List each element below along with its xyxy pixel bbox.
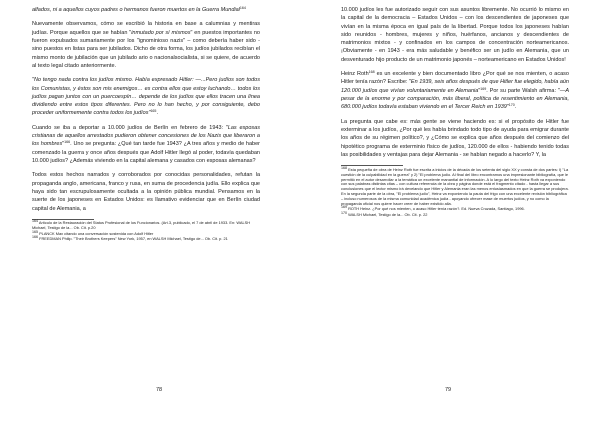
text-run: WALSH Michael, Testigo de la... Ob. Cit. p. 22	[347, 211, 428, 217]
paragraph	[32, 76, 260, 117]
paragraph	[341, 118, 569, 159]
text-run: 10.000 judíos les fue autorizado seguir con sus asuntos libremente. No ocurrió lo mismo en la capital de la democracia – Estados Unidos – con los descendientes de japoneses que vivían en la misma época en igual país de la libertad. Porque todos los japoneses habían sido reunidos - hombres, mujeres y niños, huérfanos, ancianos y descendientes de matrimonios mixtos - y confinados en los campos de concentración norteamericanos. ¡Obviamente - en 1943 - era más saludable y benéfico ser un judío en Alemania, que un desventurado hijo producto de un matrimonio japonés – norteamericano en Estados Unidos!	[341, 7, 569, 63]
paragraph	[341, 6, 569, 64]
text-run: .	[156, 110, 158, 117]
footnote-ref: 169	[480, 86, 487, 91]
right-page	[300, 0, 600, 424]
text-run: Todos estos hechos narrados y corroborados por conocidas personalidades, refutan la propaganda anglo, americana, franco y rusa, en suma de procedencia judía. Ello explica que haya sido tan escrupulosamente ocultada a la opinión pública mundial. Pensamos en la suerte de los japoneses en Estados Unidos: es llamativo evidenciar que en Berlín ciudad capital de Alemania, a	[32, 172, 260, 212]
body-text	[32, 6, 260, 213]
footnote-ref: 170	[508, 103, 515, 108]
paragraph	[32, 6, 260, 14]
footnote-ref: 165	[150, 109, 157, 114]
text-run: "	[478, 87, 481, 94]
italic-text: Las esposas cristianas de aquellos arrestados pudieron obtener concesiones de los Nazis que liberaron a los hombres	[32, 124, 260, 148]
page-number: 78	[156, 387, 163, 393]
italic-text: —A pesar de la enorme y por comparación, más liberal, política de resentimiento en Alemania, 680.000 judíos todavía estaban viviendo en el Tercer Reich en 1939	[341, 87, 569, 111]
text-run: Artículo de la Restauración del Status Profesional de los Funcionarios. (Art.3, publicado, el 7 de abril de 1933. En: WALSH Michael, Testigo de la... Ob. Cit. p.20	[32, 220, 251, 231]
text-run: Nuevamente observamos, cómo se escribió la historia en base a calumnias y mentiras judías. Porque aquellos que se habían "	[32, 21, 260, 36]
footnote-ref: 164	[32, 219, 38, 224]
paragraph	[32, 20, 260, 70]
italic-text: alfados, ni a aquellos cuyos padres o hermanos fueron muertos en la Guerra Mundial	[32, 7, 240, 13]
body-text	[341, 6, 569, 159]
paragraph	[32, 124, 260, 165]
footnote-ref: 169	[341, 205, 347, 210]
footnote-ref: 166	[64, 140, 71, 145]
text-run: es un excelente y bien documentado libro ¿Por qué se nos mienten, o acaso Hitler tenía razón? Escribe: "	[341, 71, 569, 86]
text-run: .	[514, 104, 517, 111]
footnote-ref: 168	[341, 165, 347, 170]
text-run: PLANCK Max citando una conversación sostenida con Adolf Hitler	[38, 230, 154, 236]
text-run: "	[506, 104, 509, 111]
text-run: ROTH Heinz. ¿Por qué nos mienten, o acaso Hitler tenía razón?. Ed. Nueva Cruzada, Santiago, 1996.	[347, 206, 525, 212]
footnote	[32, 237, 260, 242]
text-run: La pregunta que cabe es: más gente se viene haciendo es: si el propósito de Hitler fue exterminar a los judíos, ¿Por qué les había brindado todo tipo de ayuda para emigrar durante los años de su régimen político?, y ¿Cómo se explica que años después del comienzo del hipotético programa de exterminio físico de judíos, 120.000 de ellos - habiendo tenido todas las posibilidades y ventajas para dejar Alemania - se habían negado a hacerlo? Y, la	[341, 118, 569, 158]
text-run: "	[62, 141, 65, 148]
text-run: Esta pequeña de obra de Heinz Roth fue escrita a inicios de la década de los setenta del siglo XX y consta de dos partes: I) "La cuestión de la culpabilidad en la guerra" y 2) "El problema judío. Al final del libro encontramos una impresionante bibliografía, que le permitió en el autor desarrollar a la temática un excelente manantial de información. A lo largo del texto Heinz Roth va exponiendo con sus palabras distintas citas – con cultura referencia de la obra y página donde está el fragmento citado - hasta llegar a sus conclusiones que el lector mismo irá develando que Hitler y Alemania eran las menos entusiasmados en que la guerra se produjera. En la segunda parte de la obra, "El problema judío", Heinz va exponiendo la pauta del frigo con una excelente revisión bibliográfica – incluso numerosos de la misma comunidad académica judía - apoyando ofrecer mase de muertos judíos, y no como la propaganda oficial nos quiere hacer creer de haber existido alla.	[341, 166, 569, 207]
paragraph	[32, 171, 260, 212]
text-run: " en puestos importantes no fueron expulsados sumariamente por los "ignominioso nazis" – como debería haber sido - sino puestos en listas para ser jubilados. Dicho de otra forma, los judíos jubilados recibían el mismo monto de jubilación que un jubilado ario o nacionalsocialista, si se quiere, de acuerdo al texto legal citado anteriormente.	[32, 29, 260, 69]
text-run: Cuando se iba a deportar a 10.000 judíos de Berlín en febrero de 1943: "	[32, 124, 228, 131]
text-run: . Uno se pregunta: ¿Qué tan tarde fue 1943? ¿A tres años y medio de haber comenzado la guerra y once años después que Adolf Hitler llegó al poder, todavía quedaban 10.000 judíos? ¿Además viviendo en la capital alemana y casados con esposas alemanas?	[32, 141, 260, 165]
footnotes	[32, 221, 260, 242]
italic-text: inmutado por sí mismos	[131, 29, 191, 36]
text-run: Heinz Roth	[341, 71, 369, 78]
text-run: . Por su parte Walsh afirma: "	[486, 87, 560, 94]
footnote-ref: 170	[341, 210, 347, 215]
left-text-column	[32, 6, 260, 242]
footnotes	[341, 165, 569, 218]
italic-text: "No tengo nada contra los judíos mismo. Había expresado Hitler: —...Pero judíos son todos los Comunistas, y éstos son mis enemigos… es contra ellos que estoy luchando… todos los judíos pagan juntos con un puercoespín… depende de los judíos que ellos tracen una línea dividiendo entre estos tipos diferentes. Pero no lo han hecho, y por consiguiente, debo proceder uniformemente contra todos los judíos"	[32, 77, 260, 117]
footnote-ref: 166	[32, 235, 38, 240]
paragraph	[341, 70, 569, 111]
footnote-ref: 168	[368, 70, 375, 75]
right-text-column	[341, 6, 569, 218]
footnote	[341, 210, 569, 218]
footnote-ref: 164	[239, 6, 246, 10]
italic-text: En 1939, seis años después de que Hitler fue elegido, había aún 120.000 judíos que vivían voluntariamente en Alemania	[341, 79, 569, 94]
text-run: FREEDMAN Philip. "Their Brothers Keepers" New York, 1957, en WALSH Michael, Testigo de... Ob. Cit. p. 21	[38, 236, 228, 242]
footnote-ref: 165	[32, 229, 38, 234]
page-number: 79	[445, 387, 452, 393]
